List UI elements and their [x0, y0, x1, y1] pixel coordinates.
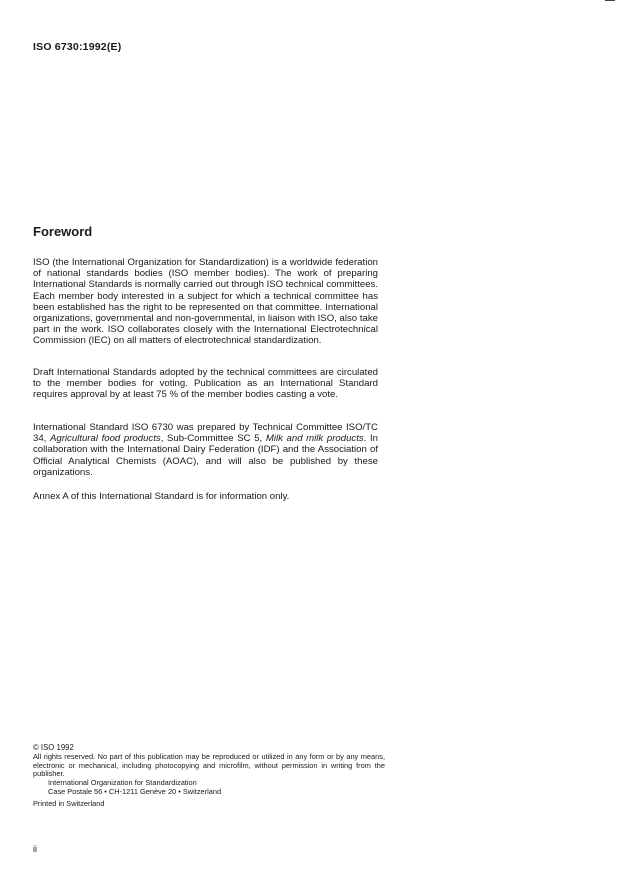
p3-text-1: International Standard ISO 6730 was prepared by Technical Committee ISO/TC 34,	[33, 422, 378, 445]
rights-statement: All rights reserved. No part of this publication may be reproduced or utilized in any form or by any means, electronic or mechanical, including photocopying and microfilm, without permission in writing from the publisher.	[33, 751, 385, 779]
printed-in-note: Printed in Switzerland	[33, 798, 105, 808]
foreword-paragraph-1: ISO (the International Organization for Standardization) is a worldwide federation of national standards bodies (ISO member bodies). The work of preparing International Standards is normally carried out through ISO technical committees. Each member body interested in a subject for which a technical committee has been established has the right to be represented on that committee. International organizations, governmental and non-governmental, in liaison with ISO, also take part in the work. ISO collaborates closely with the International Electrotechnical Commission (IEC) on all matters of electrotechnical standardization.	[33, 257, 379, 347]
p3-text-2: , Sub-Committee SC 5,	[160, 433, 266, 445]
foreword-paragraph-3	[33, 422, 378, 478]
corner-mark	[605, 0, 615, 1]
p3-italic-committee: Agricultural food products	[49, 433, 161, 445]
copyright-notice: © ISO 1992	[33, 743, 74, 752]
foreword-paragraph-4: Annex A of this International Standard is for information only.	[33, 491, 290, 502]
copyright-footer	[33, 744, 385, 809]
document-identifier: ISO 6730:1992(E)	[33, 41, 122, 53]
page-number: ii	[33, 844, 37, 854]
p3-text-3: . In collaboration with the International Dairy Federation (IDF) and the Association of Official Analytical Chemists (AOAC), and will also be published by these organizations.	[33, 433, 378, 478]
foreword-heading: Foreword	[33, 224, 93, 239]
organization-name: International Organization for Standardization	[48, 778, 197, 788]
p3-italic-subcommittee: Milk and milk products	[265, 433, 364, 445]
foreword-paragraph-2: Draft International Standards adopted by the technical committees are circulated to the member bodies for voting. Publication as an International Standard requires approval by at least 75 % of the member bodies casting a vote.	[33, 367, 378, 401]
organization-address: Case Postale 56 • CH-1211 Genève 20 • Switzerland	[48, 786, 222, 796]
